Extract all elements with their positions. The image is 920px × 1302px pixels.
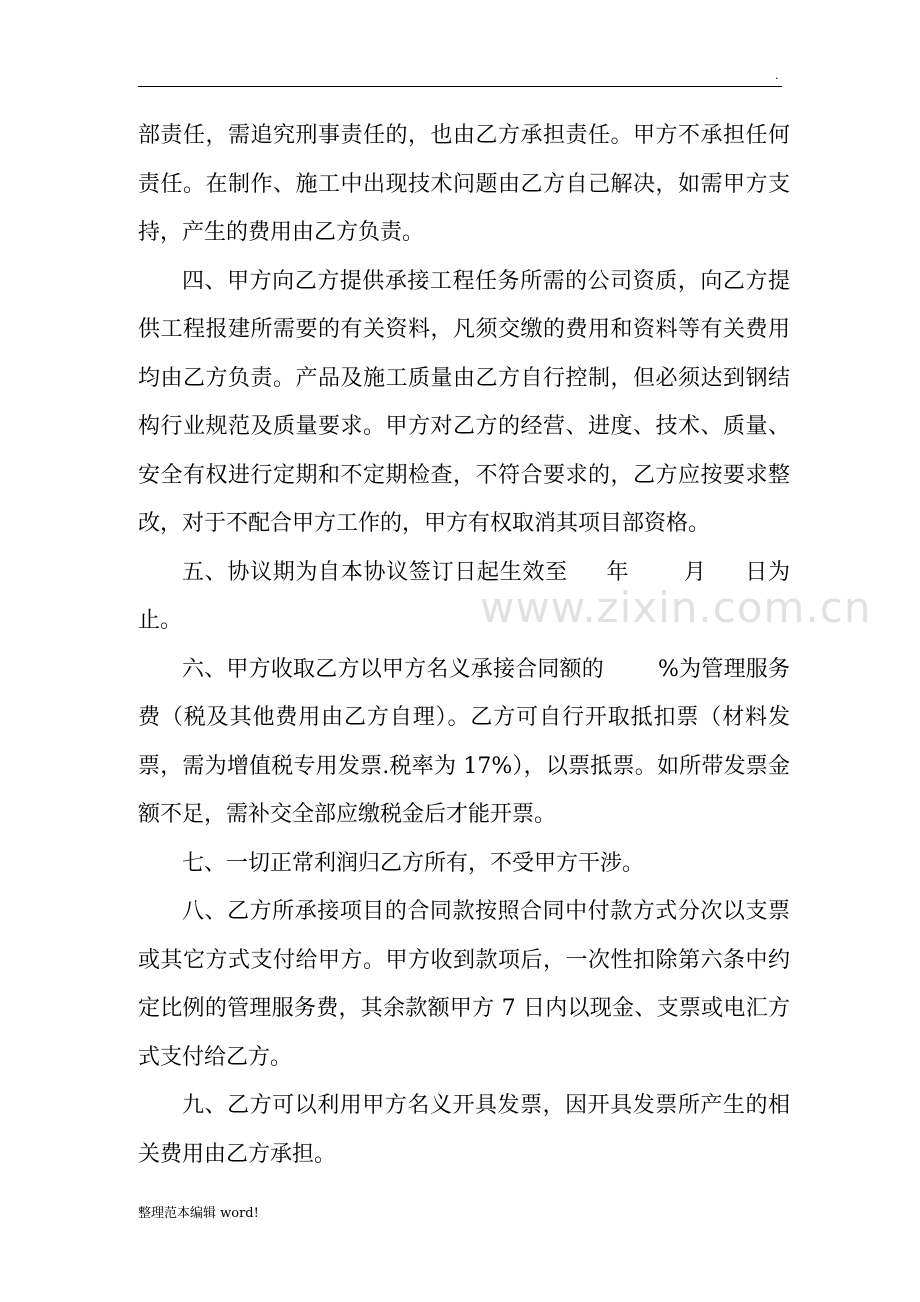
clause-6 — [138, 646, 790, 840]
header-dot: . — [775, 69, 779, 82]
clause-9: 九、乙方可以利用甲方名义开具发票，因开具发票所产生的相关费用由乙方承担。 — [138, 1093, 790, 1167]
header-rule — [138, 86, 782, 87]
clause-5 — [138, 549, 790, 646]
footer-note: 整理范本编辑 word! — [138, 1206, 259, 1221]
clause-6-text-a: 六、甲方收取乙方以甲方名义承接合同额的 — [182, 656, 605, 682]
month-label: 月 — [683, 559, 707, 585]
year-label: 年 — [605, 559, 630, 585]
clause-4: 四、甲方向乙方提供承接工程任务所需的公司资质，向乙方提供工程报建所需要的有关资料，凡须交缴的费用和资料等有关费用均由乙方负责。产品及施工质量由乙方自行控制，但必须达到钢结构行业规范及质量要求。甲方对乙方的经营、进度、技术、质量、安全有权进行定期和不定期检查，不符合要求的，乙方应按要求整改，对于不配合甲方工作的，甲方有权取消其项目部资格。 — [138, 268, 790, 536]
day-label: 日为止。 — [138, 559, 790, 633]
document-body — [138, 112, 790, 1179]
clause-6-text-b: %为管理服务费（税及其他费用由乙方自理）。乙方可自行开取抵扣票（材料发票，需为增值税专用发票.税率为 17%），以票抵票。如所带发票金额不足，需补交全部应缴税金后才能开票。 — [138, 656, 790, 827]
watermark: www.zixin.com.cn — [480, 583, 872, 632]
clause-7: 七、一切正常利润归乙方所有，不受甲方干涉。 — [182, 850, 645, 876]
clause-5-text: 五、协议期为自本协议签订日起生效至 — [182, 559, 568, 585]
paragraph-continuation: 部责任，需追究刑事责任的，也由乙方承担责任。甲方不承担任何责任。在制作、施工中出现技术问题由乙方自己解决，如需甲方支持，产生的费用由乙方负责。 — [138, 123, 790, 245]
clause-8: 八、乙方所承接项目的合同款按照合同中付款方式分次以支票或其它方式支付给甲方。甲方收到款项后，一次性扣除第六条中约定比例的管理服务费，其余款额甲方 7 日内以现金、支票或电汇方式支付给乙方。 — [138, 899, 790, 1070]
